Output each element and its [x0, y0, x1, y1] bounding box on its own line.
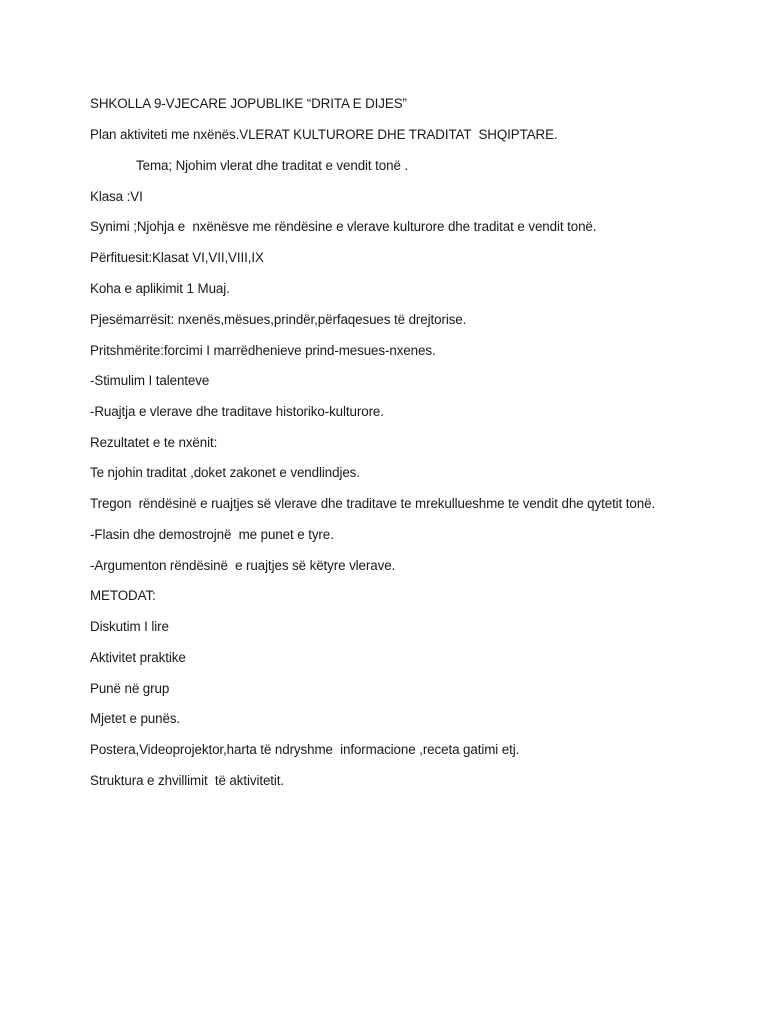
expectation-item: -Ruajtja e vlerave dhe traditave historiko-kulturore. — [90, 404, 384, 419]
theme-line: Tema; Njohim vlerat dhe traditat e vendit tonë . — [136, 158, 409, 173]
school-title: SHKOLLA 9-VJECARE JOPUBLIKE “DRITA E DIJES” — [90, 96, 407, 111]
structure-line: Struktura e zhvillimit të aktivitetit. — [90, 773, 285, 788]
tools-line: Postera,Videoprojektor,harta të ndryshme informacione ,receta gatimi etj. — [90, 742, 520, 757]
method-item: Aktivitet praktike — [90, 650, 186, 665]
outcome-item: Te njohin traditat ,doket zakonet e vendlindjes. — [90, 465, 360, 480]
learning-outcomes-heading: Rezultatet e te nxënit: — [90, 435, 218, 450]
outcome-item: Tregon rëndësinë e ruajtjes së vlerave dhe traditave te mrekullueshme te vendit dhe qytetit tonë. — [90, 496, 656, 511]
participants-line: Pjesëmarrësit: nxenës,mësues,prindër,përfaqesues të drejtorise. — [90, 312, 467, 327]
tools-heading: Mjetet e punës. — [90, 711, 181, 726]
outcome-item: -Flasin dhe demostrojnë me punet e tyre. — [90, 527, 334, 542]
expectations-line: Pritshmërite:forcimi I marrëdhenieve prind-mesues-nxenes. — [90, 343, 436, 358]
expectation-item: -Stimulim I talenteve — [90, 373, 210, 388]
method-item: Punë në grup — [90, 681, 170, 696]
method-item: Diskutim I lire — [90, 619, 169, 634]
outcome-item: -Argumenton rëndësinë e ruajtjes së këtyre vlerave. — [90, 558, 396, 573]
duration-line: Koha e aplikimit 1 Muaj. — [90, 281, 230, 296]
class-line: Klasa :VI — [90, 189, 143, 204]
methods-heading: METODAT: — [90, 588, 156, 603]
beneficiaries-line: Përfituesit:Klasat VI,VII,VIII,IX — [90, 250, 264, 265]
plan-title: Plan aktiviteti me nxënës.VLERAT KULTURORE DHE TRADITAT SHQIPTARE. — [90, 127, 558, 142]
goal-line: Synimi ;Njohja e nxënësve me rëndësine e vlerave kulturore dhe traditat e vendit tonë. — [90, 219, 597, 234]
